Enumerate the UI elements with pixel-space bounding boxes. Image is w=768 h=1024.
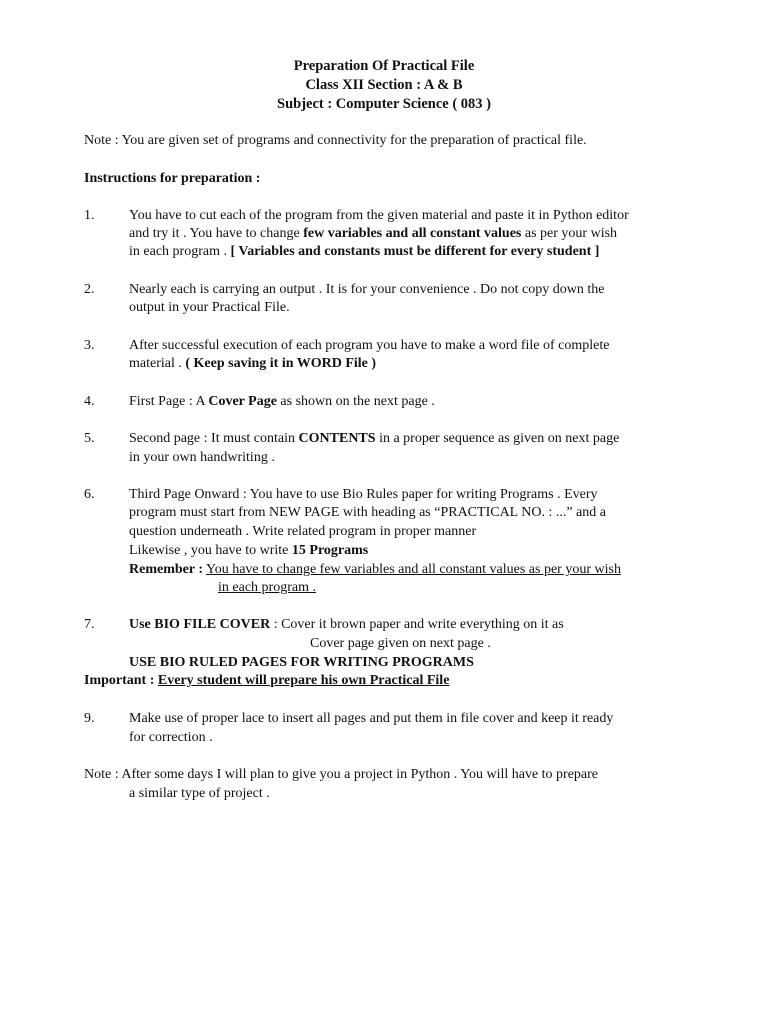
- item-4-text: as shown on the next page .: [276, 394, 435, 409]
- item-1-number: 1.: [84, 208, 95, 223]
- item-6-line-3: question underneath . Write related program in proper manner: [129, 524, 477, 539]
- item-6-line-4: [129, 542, 368, 560]
- item-6-emphasis: 15 Programs: [291, 543, 369, 558]
- item-4-emphasis: Cover Page: [208, 394, 277, 409]
- item-7-number: 7.: [84, 617, 95, 632]
- note-project-line-2: a similar type of project .: [129, 786, 270, 801]
- remember-label: Remember :: [129, 562, 203, 577]
- item-4-line-1: [129, 393, 435, 411]
- item-3-number: 3.: [84, 338, 95, 353]
- item-2-line-2: output in your Practical File.: [129, 300, 290, 315]
- item-1-line-3: [129, 243, 599, 261]
- item-7-line-3: USE BIO RULED PAGES FOR WRITING PROGRAMS: [129, 655, 474, 670]
- item-5-line-1: [129, 430, 619, 448]
- important-text: Every student will prepare his own Practical File: [157, 673, 450, 688]
- item-5-text: Second page : It must contain: [129, 431, 299, 446]
- item-1-text: and try it . You have to change: [129, 226, 304, 241]
- item-6-line-2: program must start from NEW PAGE with heading as “PRACTICAL NO. : ...” and a: [129, 505, 606, 520]
- item-3-line-2: [129, 355, 376, 373]
- item-1-text: as per your wish: [521, 226, 618, 241]
- class-section-line: Class XII Section : A & B: [305, 77, 463, 93]
- important-label: Important :: [84, 673, 155, 688]
- item-5-text: in a proper sequence as given on next page: [375, 431, 620, 446]
- item-4-text: First Page : A: [129, 394, 209, 409]
- item-5-number: 5.: [84, 431, 95, 446]
- item-6-text: Likewise , you have to write: [129, 543, 292, 558]
- item-4-number: 4.: [84, 394, 95, 409]
- instructions-heading: Instructions for preparation :: [84, 171, 261, 186]
- item-6-line-5: [129, 561, 621, 579]
- note-intro: Note : You are given set of programs and connectivity for the preparation of practical file.: [84, 133, 587, 148]
- item-6-line-6: in each program .: [218, 580, 316, 595]
- subject-line: Subject : Computer Science ( 083 ): [277, 96, 491, 112]
- item-7-emphasis: Use BIO FILE COVER: [129, 617, 271, 632]
- important-line: [84, 672, 449, 690]
- item-1-emphasis: few variables and all constant values: [303, 226, 522, 241]
- item-6-line-1: Third Page Onward : You have to use Bio Rules paper for writing Programs . Every: [129, 487, 598, 502]
- item-3-text: material .: [129, 356, 186, 371]
- item-9-number: 9.: [84, 711, 95, 726]
- item-1-emphasis: [ Variables and constants must be different for every student ]: [230, 244, 600, 259]
- item-1-text: in each program .: [129, 244, 231, 259]
- item-7-line-2: Cover page given on next page .: [310, 636, 491, 651]
- item-9-line-1: Make use of proper lace to insert all pages and put them in file cover and keep it ready: [129, 711, 614, 726]
- item-7-line-1: [129, 616, 564, 634]
- item-6-number: 6.: [84, 487, 95, 502]
- item-5-emphasis: CONTENTS: [298, 431, 376, 446]
- note-project-line-1: Note : After some days I will plan to give you a project in Python . You will have to prepare: [84, 767, 599, 782]
- item-5-line-2: in your own handwriting .: [129, 450, 275, 465]
- item-1-line-1: You have to cut each of the program from the given material and paste it in Python editor: [129, 208, 629, 223]
- item-9-line-2: for correction .: [129, 730, 213, 745]
- doc-title: Preparation Of Practical File: [293, 58, 475, 74]
- item-7-text: : Cover it brown paper and write everything on it as: [270, 617, 564, 632]
- remember-text: You have to change few variables and all constant values as per your wish: [205, 562, 621, 577]
- item-2-number: 2.: [84, 282, 95, 297]
- item-2-line-1: Nearly each is carrying an output . It is for your convenience . Do not copy down the: [129, 282, 605, 297]
- item-3-line-1: After successful execution of each program you have to make a word file of complete: [129, 338, 610, 353]
- item-3-emphasis: ( Keep saving it in WORD File ): [185, 356, 377, 371]
- item-1-line-2: [129, 225, 617, 243]
